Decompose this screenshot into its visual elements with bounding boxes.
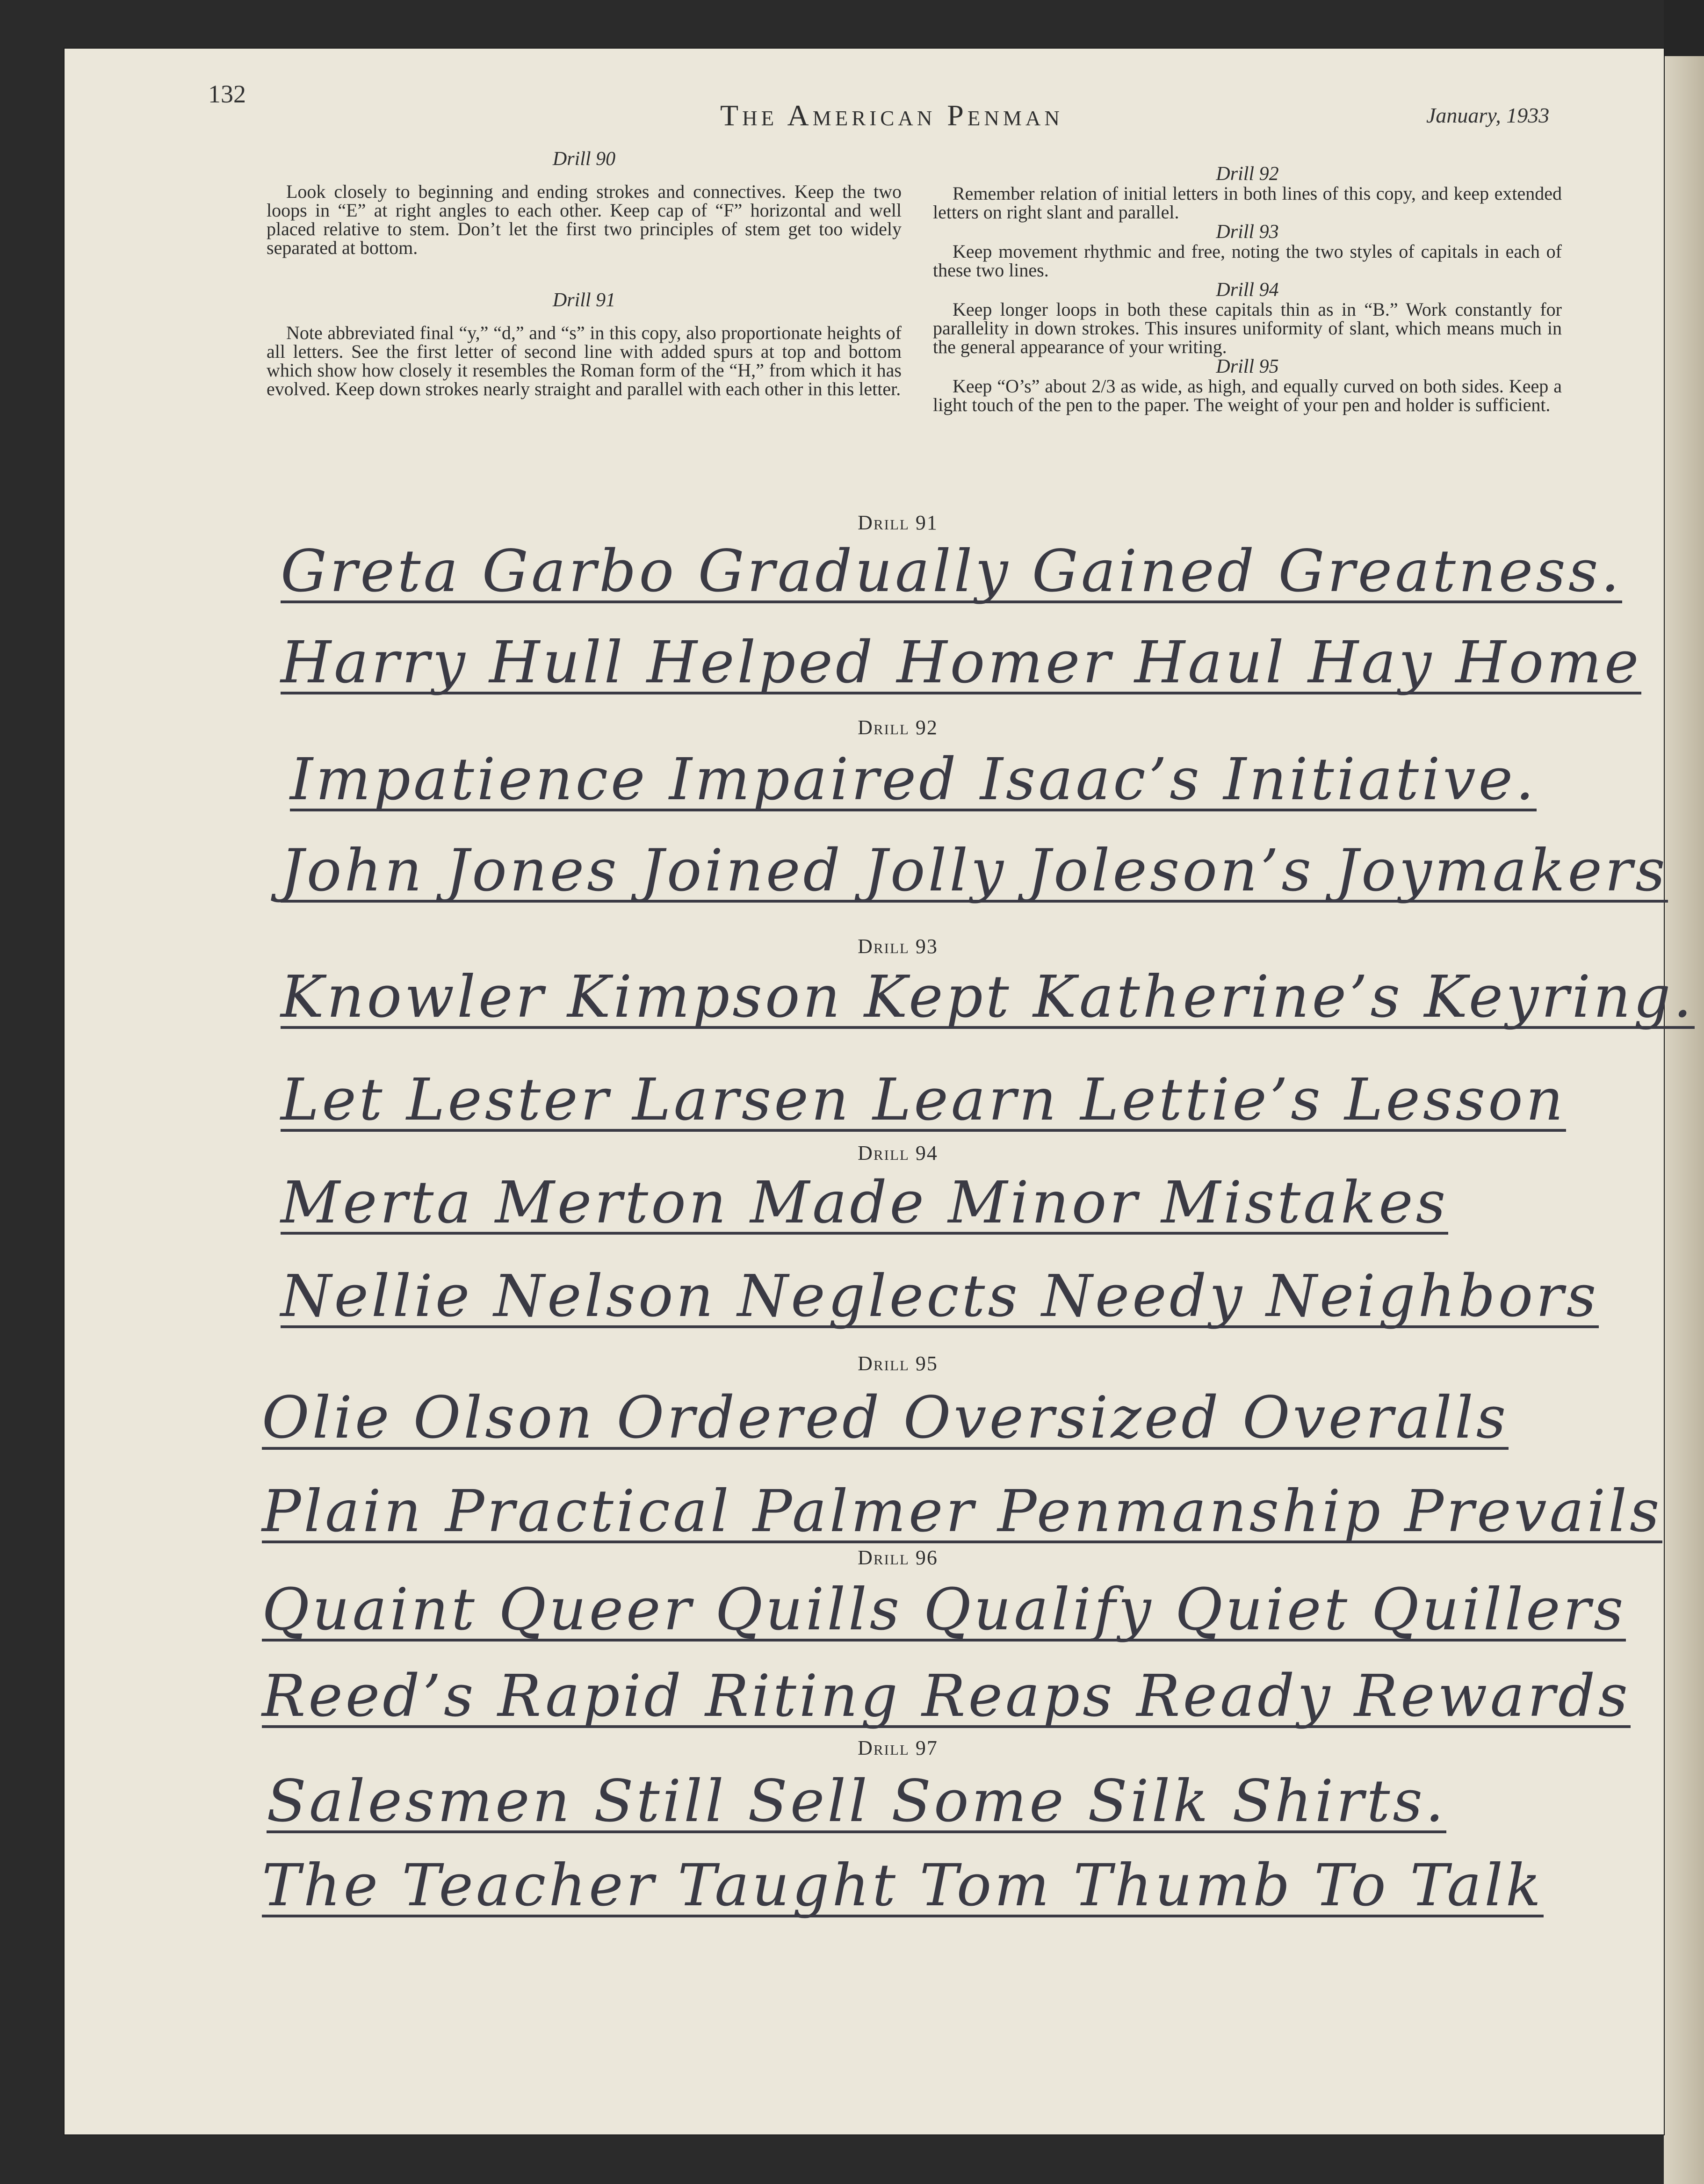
specimen-heading: Drill 97 xyxy=(858,1736,938,1759)
specimen-heading: Drill 94 xyxy=(858,1142,938,1164)
handwriting-line: Let Lester Larsen Learn Lettie’s Lesson xyxy=(281,1066,1566,1134)
handwriting-line: Nellie Nelson Neglects Needy Neighbors xyxy=(281,1263,1599,1330)
handwriting-line: Impatience Impaired Isaac’s Initiative. xyxy=(290,746,1537,813)
specimen-heading: Drill 95 xyxy=(858,1352,938,1375)
handwriting-line: Greta Garbo Gradually Gained Greatness. xyxy=(281,538,1622,605)
handwriting-line: Reed’s Rapid Riting Reaps Ready Rewards xyxy=(262,1663,1631,1730)
background-edge-dark xyxy=(1664,0,1704,56)
drill-instruction: Keep movement rhythmic and free, noting the two styles of capitals in each of these two lines. xyxy=(933,241,1562,281)
handwriting-line: Olie Olson Ordered Oversized Overalls xyxy=(262,1384,1509,1452)
left-instruction-column xyxy=(267,149,902,431)
page-number: 132 xyxy=(208,80,246,108)
magazine-title: The American Penman xyxy=(720,99,1063,132)
specimen-heading: Drill 92 xyxy=(858,716,938,739)
drill-heading: Drill 95 xyxy=(1216,356,1279,377)
handwriting-line: The Teacher Taught Tom Thumb To Talk xyxy=(262,1852,1544,1919)
drill-heading: Drill 94 xyxy=(1216,279,1279,301)
specimen-heading: Drill 96 xyxy=(858,1546,938,1569)
drill-instruction: Keep longer loops in both these capitals thin as in “B.” Work constantly for parallelity in down strokes. This insures uniformity of slant, which means much in the general appearance of your writing. xyxy=(933,299,1562,357)
handwriting-line: Salesmen Still Sell Some Silk Shirts. xyxy=(267,1768,1447,1835)
handwriting-line: John Jones Joined Jolly Joleson’s Joymakers xyxy=(281,837,1668,904)
specimen-heading: Drill 93 xyxy=(858,935,938,958)
drill-instruction: Remember relation of initial letters in both lines of this copy, and keep extended letters on right slant and parallel. xyxy=(933,183,1562,223)
drill-heading: Drill 90 xyxy=(552,148,616,170)
adjacent-page-edge xyxy=(1664,56,1704,2184)
drill-heading: Drill 92 xyxy=(1216,163,1279,185)
handwriting-line: Quaint Queer Quills Qualify Quiet Quillers xyxy=(262,1576,1626,1643)
handwriting-line: Knowler Kimpson Kept Katherine’s Keyring. xyxy=(281,963,1695,1031)
handwriting-line: Merta Merton Made Minor Mistakes xyxy=(281,1169,1449,1237)
issue-date: January, 1933 xyxy=(1426,103,1550,127)
drill-heading: Drill 93 xyxy=(1216,221,1279,243)
drill-heading: Drill 91 xyxy=(552,289,616,311)
drill-instruction: Keep “O’s” about 2/3 as wide, as high, and equally curved on both sides. Keep a light touch of the pen to the paper. The weight of your pen and holder is sufficient. xyxy=(933,376,1562,415)
specimen-heading: Drill 91 xyxy=(858,511,938,534)
handwriting-line: Plain Practical Palmer Penmanship Prevails xyxy=(262,1478,1662,1545)
right-instruction-column xyxy=(933,164,1562,414)
handwriting-line: Harry Hull Helped Homer Haul Hay Home xyxy=(281,629,1642,696)
drill-instruction: Note abbreviated final “y,” “d,” and “s” in this copy, also proportionate heights of all letters. See the first letter of second line with added spurs at top and bottom which show how closely it resembles the Roman form of the “H,” from which it has evolved. Keep down strokes nearly straight and parallel with each other in this letter. xyxy=(267,322,902,399)
drill-instruction: Look closely to beginning and ending strokes and connectives. Keep the two loops in “E” at right angles to each other. Keep cap of “F” horizontal and well placed relative to stem. Don’t let the first two principles of stem get too widely separated at bottom. xyxy=(267,181,902,258)
